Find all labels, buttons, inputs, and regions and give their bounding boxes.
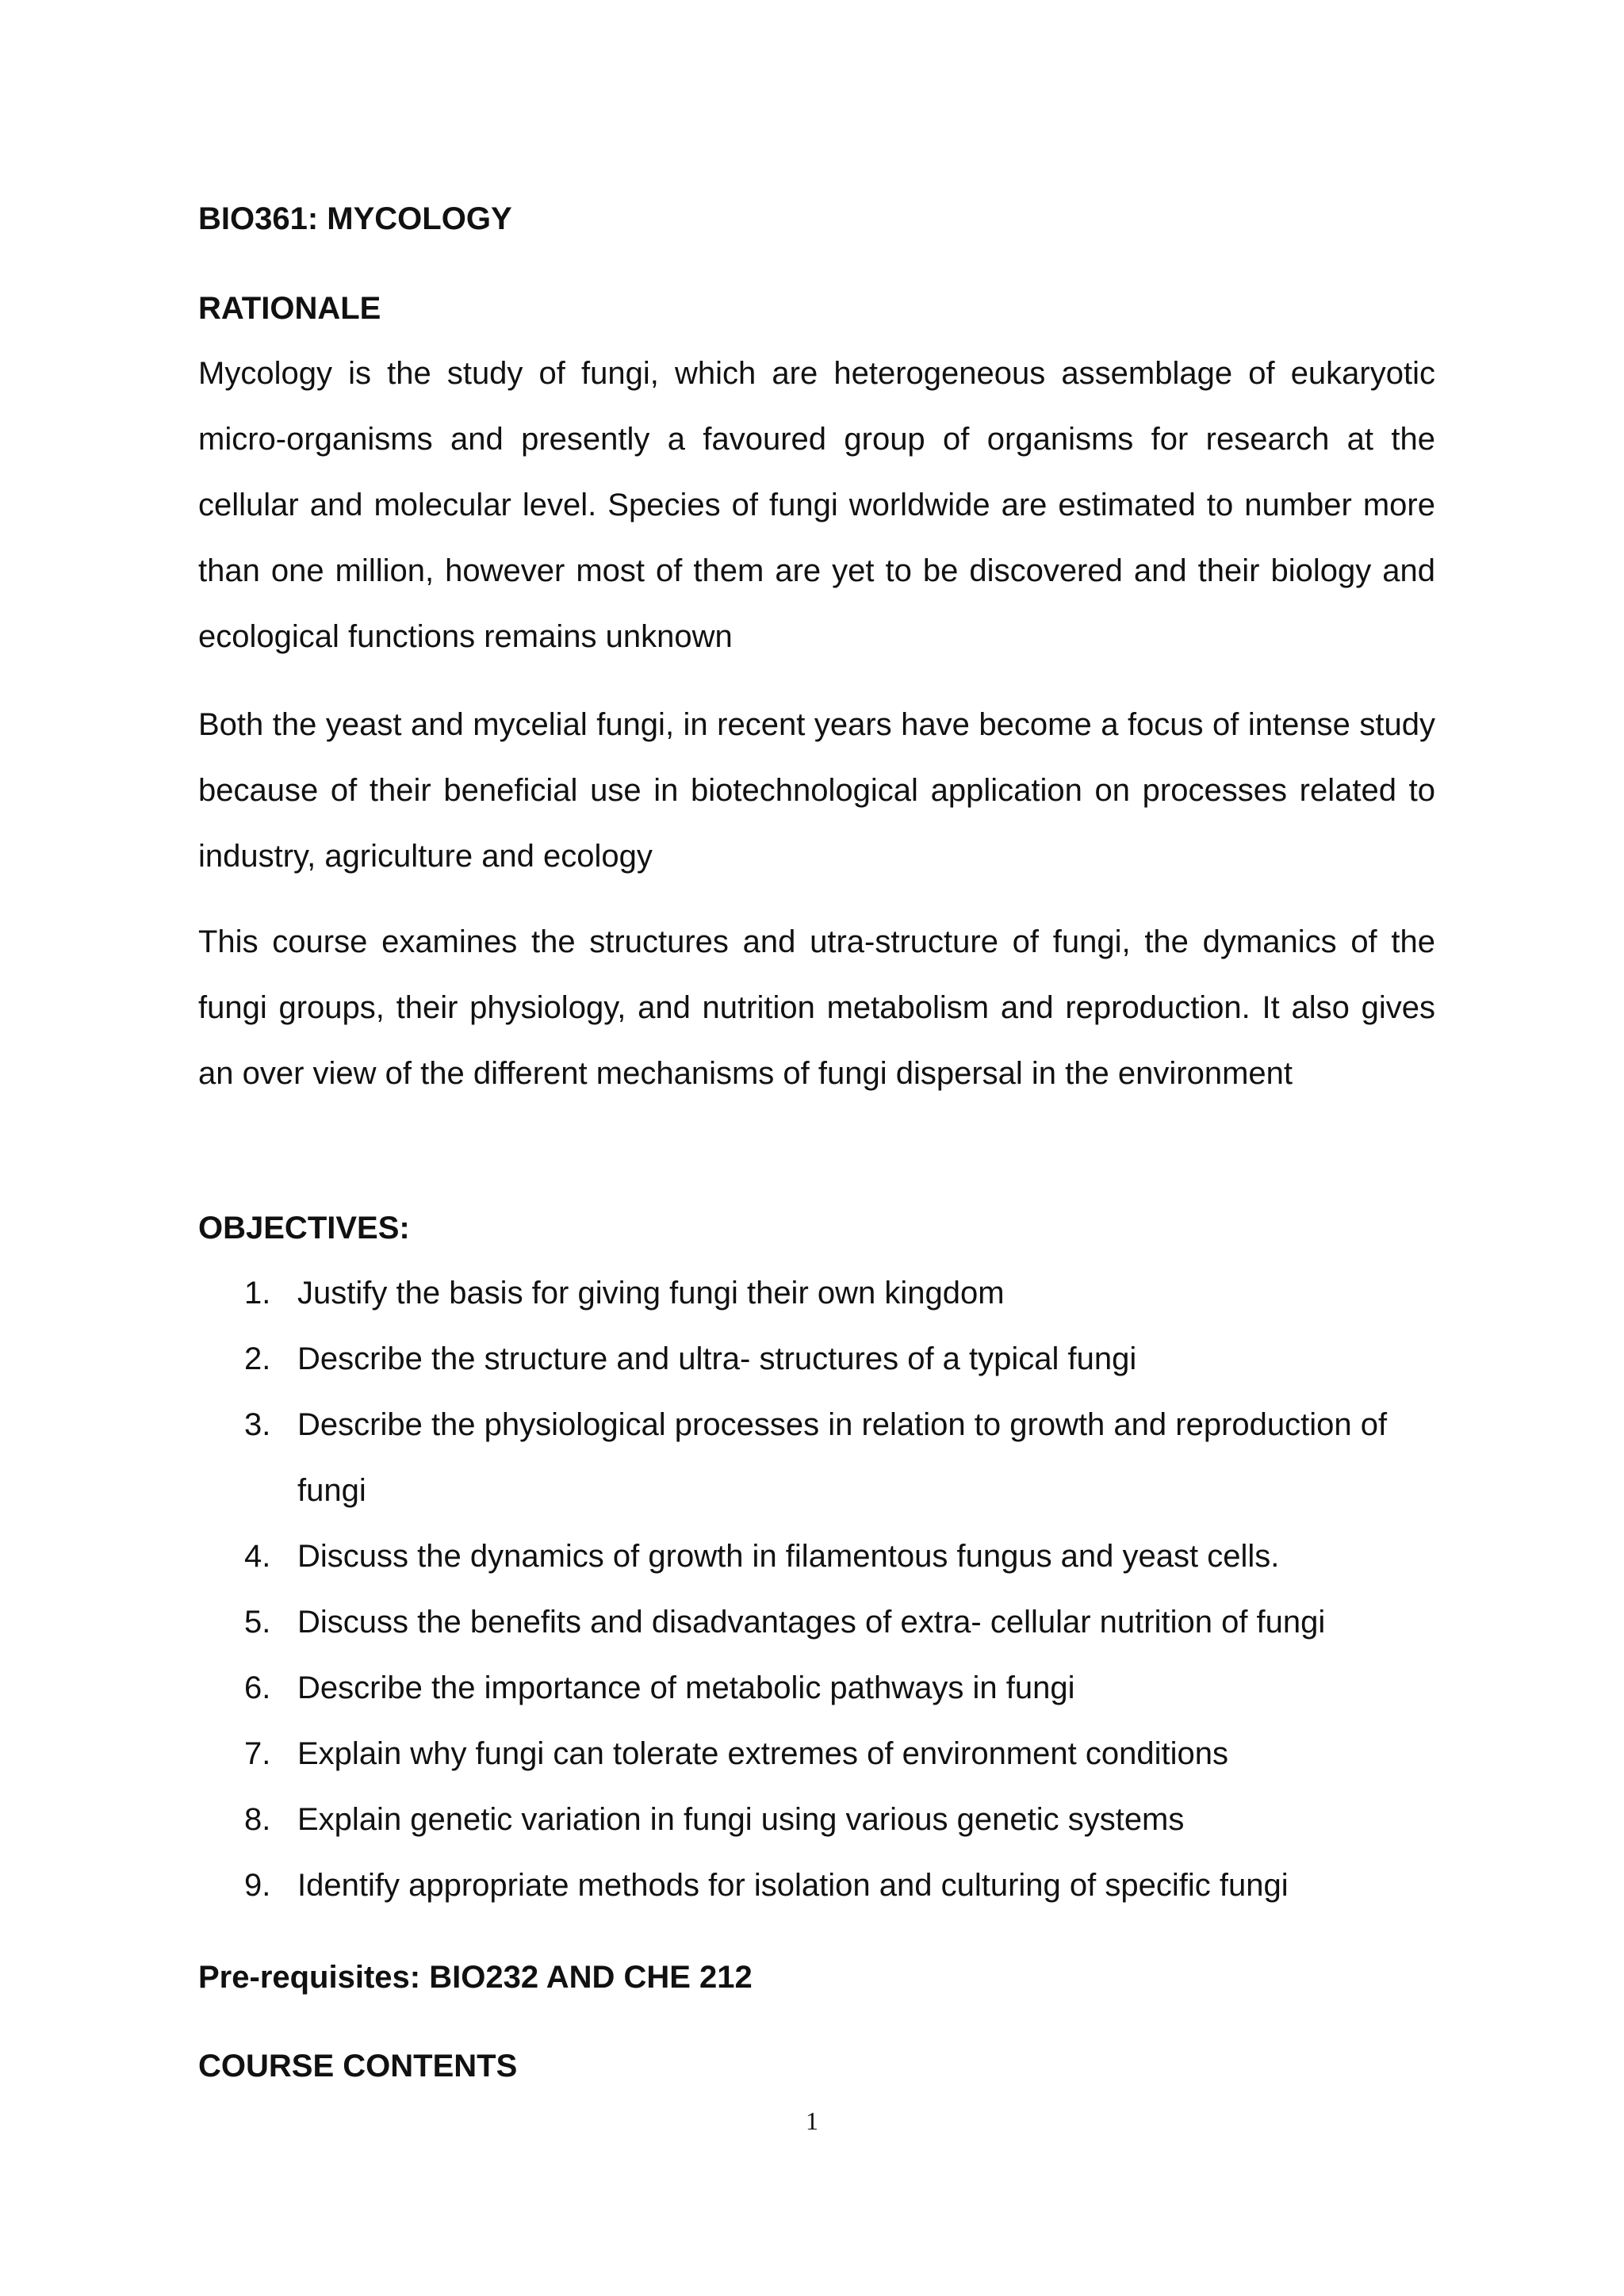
prerequisites-heading: Pre-requisites: BIO232 AND CHE 212	[198, 1960, 753, 1995]
list-number: 8.	[244, 1802, 271, 1837]
rationale-paragraph-2	[198, 692, 1435, 890]
list-number: 7.	[244, 1736, 271, 1771]
list-text: Explain genetic variation in fungi using various genetic systems	[297, 1802, 1185, 1837]
list-number: 5.	[244, 1605, 271, 1640]
list-text: Describe the structure and ultra- structures of a typical fungi	[297, 1341, 1137, 1376]
list-item	[198, 1721, 1435, 1787]
list-item	[198, 1261, 1435, 1326]
list-item	[198, 1392, 1435, 1524]
list-number: 4.	[244, 1539, 271, 1574]
list-text: Discuss the benefits and disadvantages of extra- cellular nutrition of fungi	[297, 1605, 1326, 1640]
list-item	[198, 1326, 1435, 1392]
rationale-paragraph-3	[198, 909, 1435, 1107]
objectives-heading: OBJECTIVES:	[198, 1211, 410, 1246]
list-item	[198, 1590, 1435, 1655]
paragraph-text: Both the yeast and mycelial fungi, in recent years have become a focus of intense study because of their beneficial use in biotechnological application on processes related to industry, agriculture and ecology	[198, 707, 1435, 874]
paragraph-text: Mycology is the study of fungi, which are heterogeneous assemblage of eukaryotic micro-organisms and presently a favoured group of organisms for research at the cellular and molecular level. Species of fungi worldwide are estimated to number more than one million, however most of them are yet to be discovered and their biology and ecological functions remains unknown	[198, 356, 1435, 654]
list-number: 9.	[244, 1868, 271, 1903]
paragraph-text: This course examines the structures and utra-structure of fungi, the dymanics of the fungi groups, their physiology, and nutrition metabolism and reproduction. It also gives an over view of the different mechanisms of fungi dispersal in the environment	[198, 924, 1435, 1091]
list-number: 3.	[244, 1407, 271, 1442]
objectives-list	[198, 1261, 1435, 1919]
course-contents-heading: COURSE CONTENTS	[198, 2049, 518, 2084]
list-item	[198, 1853, 1435, 1919]
list-text: Discuss the dynamics of growth in filamentous fungus and yeast cells.	[297, 1539, 1280, 1574]
list-text: Explain why fungi can tolerate extremes of environment conditions	[297, 1736, 1228, 1771]
rationale-heading: RATIONALE	[198, 291, 381, 326]
course-title: BIO361: MYCOLOGY	[198, 201, 512, 236]
list-number: 1.	[244, 1276, 271, 1311]
list-item	[198, 1655, 1435, 1721]
list-number: 2.	[244, 1341, 271, 1376]
rationale-paragraph-1	[198, 341, 1435, 670]
list-number: 6.	[244, 1670, 271, 1705]
list-item	[198, 1524, 1435, 1590]
list-text: Identify appropriate methods for isolation and culturing of specific fungi	[297, 1868, 1289, 1903]
list-text: Describe the importance of metabolic pathways in fungi	[297, 1670, 1075, 1705]
list-text: Describe the physiological processes in relation to growth and reproduction of fungi	[297, 1407, 1388, 1508]
list-text: Justify the basis for giving fungi their own kingdom	[297, 1276, 1005, 1311]
page-number: 1	[806, 2107, 818, 2135]
list-item	[198, 1787, 1435, 1853]
